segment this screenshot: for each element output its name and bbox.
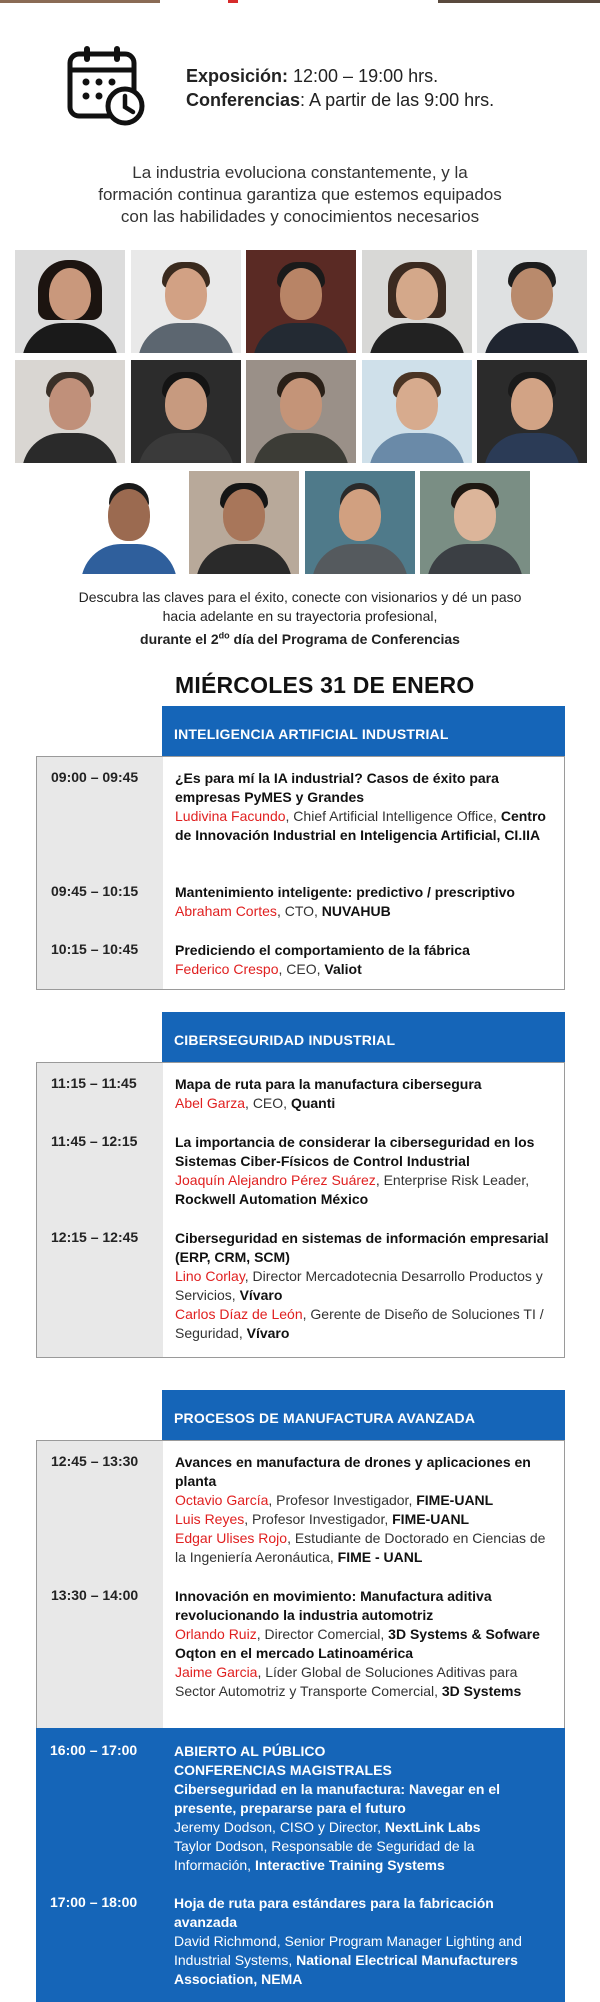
- track-advanced-manufacturing: [36, 1390, 565, 1728]
- day-title: MIÉRCOLES 31 DE ENERO: [175, 672, 475, 698]
- speaker-photo: [246, 360, 356, 463]
- speaker-photo: [362, 250, 472, 353]
- track-header: CIBERSEGURIDAD INDUSTRIAL: [162, 1012, 565, 1062]
- calendar-clock-icon: [66, 44, 148, 126]
- speaker-photo: [420, 471, 530, 574]
- speaker-photo: [74, 471, 184, 574]
- intro-text: La industria evoluciona constantemente, y la formación continua garantiza que estemos equipados con las habilidades y conocimientos necesarios: [98, 163, 502, 226]
- session-row: 12:45 – 13:30 Avances en manufactura de drones y aplicaciones en planta Octavio García, Profesor Investigador, FIME-UANL Luis Reyes, Profesor Investigador, FIME-UANL Edgar Ulises Rojo, Estudiante de Doctorado en Ciencias de la Ingeniería Aeronáutica, FIME - UANL: [51, 1453, 546, 1565]
- session-row: 09:45 – 10:15 Mantenimiento inteligente: predictivo / prescriptivo Abraham Cortes, CTO, NUVAHUB: [51, 883, 515, 919]
- track-header: PROCESOS DE MANUFACTURA AVANZADA: [162, 1390, 565, 1440]
- speaker-photo: [246, 250, 356, 353]
- speaker-photo: [131, 360, 241, 463]
- track-ai: [36, 706, 565, 990]
- session-row: 09:00 – 09:45 ¿Es para mí la IA industrial? Casos de éxito para empresas PyMES y Grandes Ludivina Facundo, Chief Artificial Intelligence Office, Centro de Innovación Industrial en Inteligencia Artificial, CI.IIA: [51, 769, 546, 843]
- session-row: 17:00 – 18:00 Hoja de ruta para estándares para la fabricación avanzada David Richmond, Senior Program Manager Lighting and Industrial Systems, National Electrical Manufacturers Association, NEMA: [50, 1894, 522, 1987]
- session-row: 11:15 – 11:45 Mapa de ruta para la manufactura cibersegura Abel Garza, CEO, Quanti: [51, 1075, 482, 1111]
- session-row: 16:00 – 17:00 ABIERTO AL PÚBLICO CONFERENCIAS MAGISTRALES Ciberseguridad en la manufactura: Navegar en el presente, prepararse para el futuro Jeremy Dodson, CISO y Director, NextLink Labs Taylor Dodson, Responsable de Seguridad de la Información, Interactive Training Systems: [50, 1742, 500, 1873]
- conference-line: Conferencias: A partir de las 9:00 hrs.: [186, 90, 495, 110]
- session-row: 11:45 – 12:15 La importancia de considerar la ciberseguridad en los Sistemas Ciber-Físicos de Control Industrial Joaquín Alejandro Pérez Suárez, Enterprise Risk Leader, Rockwell Automation México: [51, 1133, 535, 1207]
- public-keynotes: [36, 1728, 565, 2002]
- schedule-summary: [66, 42, 586, 132]
- speaker-photo: [477, 360, 587, 463]
- expo-line: Exposición: 12:00 – 19:00 hrs.: [186, 66, 439, 86]
- track-cybersecurity: [36, 1012, 565, 1358]
- session-row: 13:30 – 14:00 Innovación en movimiento: Manufactura aditiva revolucionando la industria automotriz Orlando Ruiz, Director Comercial, 3D Systems & Sofware Oqton en el mercado Latinoamérica Jaime Garcia, Líder Global de Soluciones Aditivas para Sector Automotriz y Transporte Comercial, 3D Systems: [51, 1587, 540, 1699]
- speaker-photo: [189, 471, 299, 574]
- speaker-photo: [15, 250, 125, 353]
- speaker-photo: [305, 471, 415, 574]
- track-header: INTELIGENCIA ARTIFICIAL INDUSTRIAL: [162, 706, 565, 756]
- top-photo-strip: [0, 0, 600, 3]
- speaker-photo: [15, 360, 125, 463]
- outro-text: Descubra las claves para el éxito, conecte con visionarios y dé un paso hacia adelante en su trayectoria profesional, durante el $2^{do}$ día del Programa de Conferencias: [78, 589, 522, 647]
- session-row: 10:15 – 10:45 Prediciendo el comportamiento de la fábrica Federico Crespo, CEO, Valiot: [51, 941, 470, 977]
- speaker-photo: [477, 250, 587, 353]
- session-row: 12:15 – 12:45 Ciberseguridad en sistemas de información empresarial (ERP, CRM, SCM) Lino Corlay, Director Mercadotecnia Desarrollo Productos y Servicios, Vívaro Carlos Díaz de León, Gerente de Diseño de Soluciones TI / Seguridad, Vívaro: [51, 1229, 549, 1341]
- speaker-photo: [362, 360, 472, 463]
- speaker-photo: [131, 250, 241, 353]
